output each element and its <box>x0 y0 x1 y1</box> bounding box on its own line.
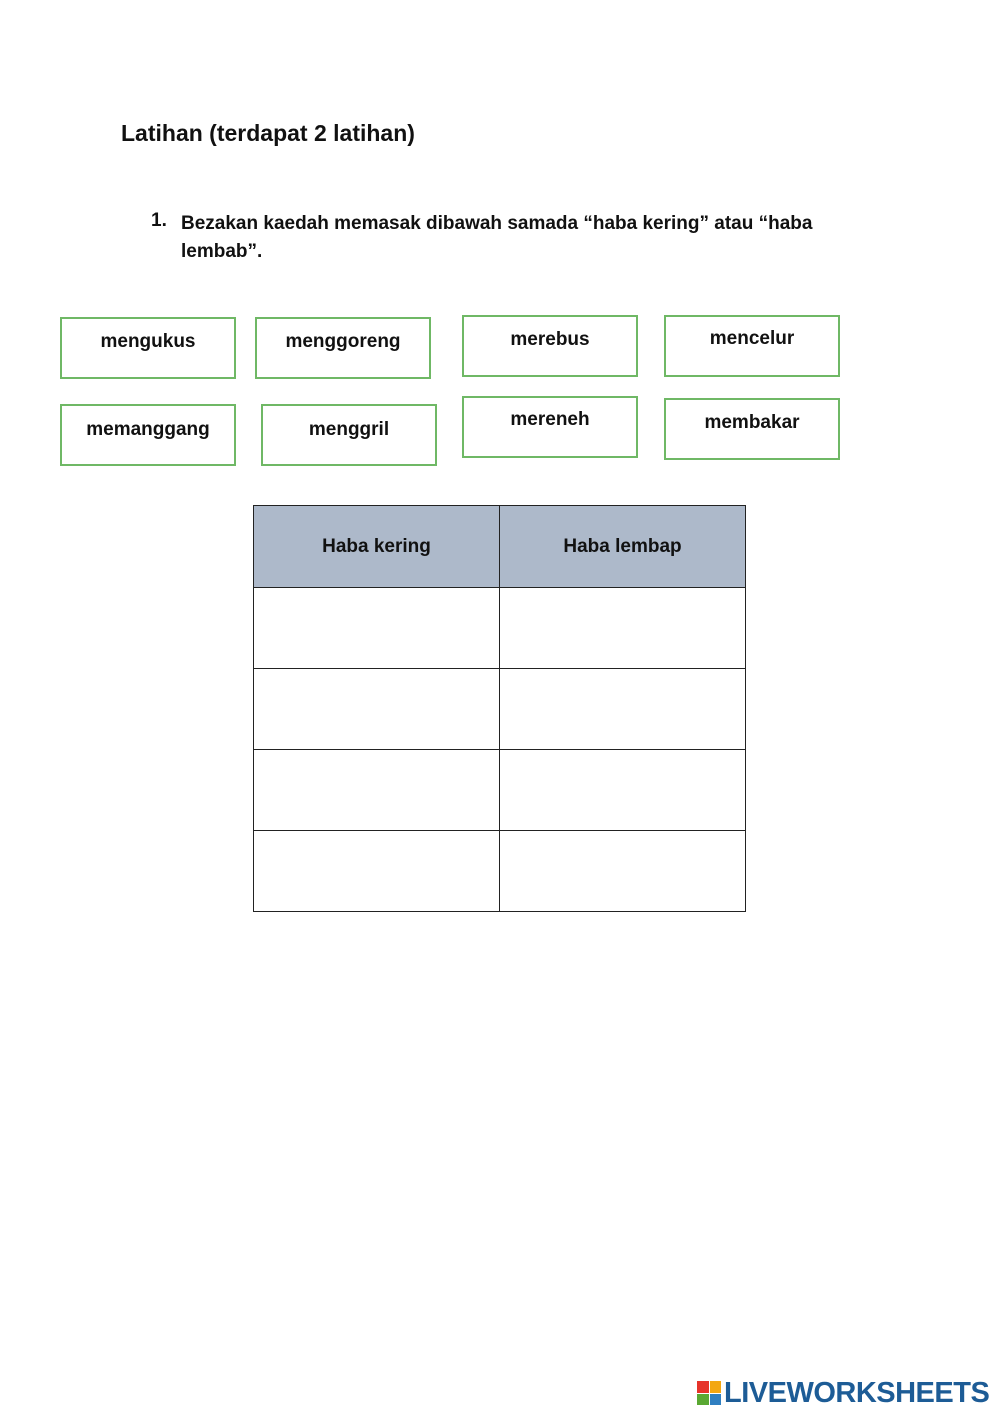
chip-memanggang[interactable]: memanggang <box>60 404 236 466</box>
liveworksheets-logo-icon <box>697 1381 721 1405</box>
question-text: Bezakan kaedah memasak dibawah samada “haba kering” atau “haba lembab”. <box>181 213 813 262</box>
drop-zone-haba-kering-3[interactable] <box>254 750 500 831</box>
chip-mengukus[interactable]: mengukus <box>60 317 236 379</box>
drop-zone-haba-lembap-1[interactable] <box>500 588 746 669</box>
chip-mencelur[interactable]: mencelur <box>664 315 840 377</box>
drop-zone-haba-lembap-3[interactable] <box>500 750 746 831</box>
liveworksheets-brand <box>697 1378 989 1408</box>
answer-table <box>253 505 746 912</box>
drop-zone-haba-kering-1[interactable] <box>254 588 500 669</box>
drop-zone-haba-kering-4[interactable] <box>254 831 500 912</box>
header-haba-lembap: Haba lembap <box>500 506 746 588</box>
chip-merebus[interactable]: merebus <box>462 315 638 377</box>
chip-menggoreng[interactable]: menggoreng <box>255 317 431 379</box>
question-number: 1. <box>151 210 167 231</box>
drop-zone-haba-lembap-2[interactable] <box>500 669 746 750</box>
header-haba-kering: Haba kering <box>254 506 500 588</box>
drop-zone-haba-lembap-4[interactable] <box>500 831 746 912</box>
chip-mereneh[interactable]: mereneh <box>462 396 638 458</box>
brand-text: LIVEWORKSHEETS <box>724 1376 990 1409</box>
chip-membakar[interactable]: membakar <box>664 398 840 460</box>
drop-zone-haba-kering-2[interactable] <box>254 669 500 750</box>
chip-menggril[interactable]: menggril <box>261 404 437 466</box>
page-title: Latihan (terdapat 2 latihan) <box>121 120 415 146</box>
